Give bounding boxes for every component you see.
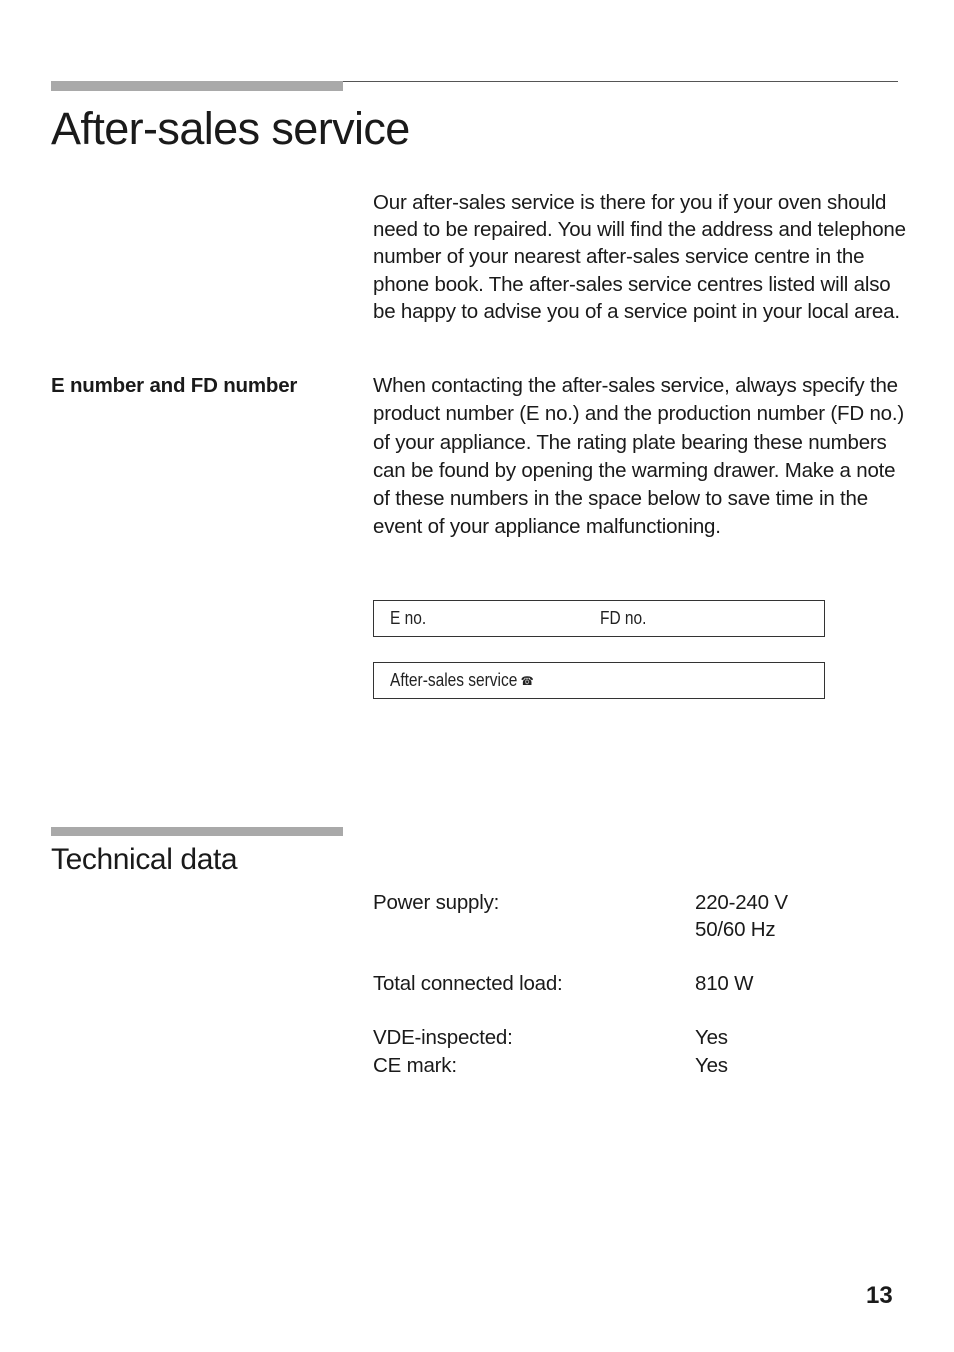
tech-value-connected-load: 810 W [695,972,754,995]
tech-value-vde: Yes [695,1026,728,1049]
technical-data-title: Technical data [51,843,238,876]
after-sales-phone-label-wrap [390,670,534,691]
side-heading-e-fd-number: E number and FD number [51,374,298,397]
telephone-icon: ☎ [520,674,534,688]
e-fd-number-box [373,600,825,637]
tech-value-voltage: 220-240 V [695,891,788,914]
section-rule-thick-2 [51,827,343,836]
page-title: After-sales service [51,103,410,154]
fd-no-label: FD no. [600,608,647,628]
section-rule-thick [51,81,343,91]
e-no-label: E no. [390,608,427,628]
numbers-paragraph: When contacting the after-sales service, always specify the product number (E no.) and the production number (FD no.) of your appliance. The rating plate bearing these numbers can be found by opening the warming drawer. Make a note of these numbers in the space below to save time in the event of your appliance malfunctioning. [373,374,904,539]
section-rule-thin [343,81,898,82]
after-sales-phone-label: After-sales service [390,670,518,690]
page-number: 13 [866,1282,893,1309]
intro-paragraph: Our after-sales service is there for you if your oven should need to be repaired. You will find the address and telephone number of your nearest after-sales service centre in the phone book. The after-sales service centres listed will also be happy to advise you of a service point in your local area. [373,191,906,323]
tech-label-connected-load: Total connected load: [373,972,563,995]
tech-value-frequency: 50/60 Hz [695,918,776,941]
after-sales-phone-box [373,662,825,699]
tech-label-ce: CE mark: [373,1054,457,1077]
tech-value-ce: Yes [695,1054,728,1077]
tech-label-power-supply: Power supply: [373,891,500,914]
tech-label-vde: VDE-inspected: [373,1026,513,1049]
